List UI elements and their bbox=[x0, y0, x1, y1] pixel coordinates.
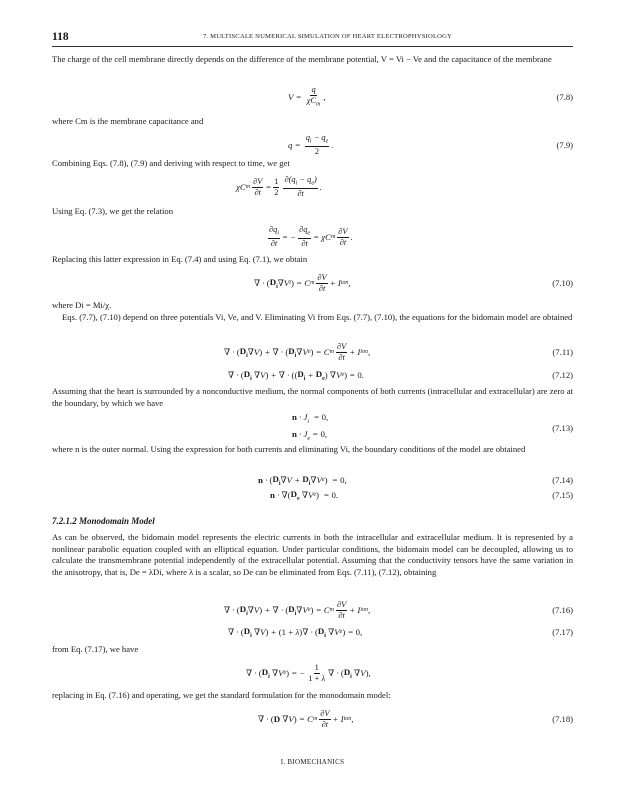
page-header bbox=[52, 30, 573, 47]
page-footer: I. BIOMECHANICS bbox=[280, 758, 345, 766]
equation-7-12: ∇ · ( $D_i$ ∇ V ) + ∇ · (( $D_i$ + $D_e$ ) ∇ V e ) = 0 . (7.12) bbox=[228, 368, 573, 382]
equation-number: (7.14) bbox=[552, 475, 573, 485]
equation-number: (7.10) bbox=[552, 278, 573, 288]
equation-number: (7.16) bbox=[552, 605, 573, 615]
paragraph-6: where Di = Mi/χ. bbox=[52, 300, 112, 310]
equation-elimination: ∇ · ( $D_i$ ∇ V e ) = − $\frac{1}{1 + \lambda}$ ∇ · ( $D_i$ ∇ V ) , bbox=[246, 662, 371, 683]
equation-number: (7.18) bbox=[552, 714, 573, 724]
equation-7-16: ∇ · ( $D_i$ ∇ V ) + ∇ · ( $D_i$ ∇ V e ) = C m $\frac{\partial V}{\partial t}$ + I ion , (7.16) bbox=[224, 599, 573, 620]
running-head: 7. MULTISCALE NUMERICAL SIMULATION OF HEART ELECTROPHYSIOLOGY bbox=[202, 33, 453, 40]
paragraph-4: Using Eq. (7.3), we get the relation bbox=[52, 206, 173, 216]
equation-7-10: ∇ · ( $D_i$ ∇ V i ) = C m $\frac{\partial V}{\partial t}$ + I ion , (7.10) bbox=[254, 272, 573, 293]
equation-number: (7.11) bbox=[552, 347, 573, 357]
equation-charge-derivative: χC m $\frac{\partial V}{\partial t}$ = $\frac{1}{2}$ $\frac{\partial(q_i - q_e)}{\partial t}$ . bbox=[236, 174, 322, 199]
page bbox=[52, 30, 573, 780]
paragraph-7: Eqs. (7.7), (7.10) depend on three potentials Vi, Ve, and V. Eliminating Vi from Eqs. (7.7), (7.10), the equations for the bidomain model are obtained bbox=[62, 312, 573, 322]
equation-7-8: V = $\frac{q}{\chi C_m}$ , (7.8) bbox=[288, 84, 573, 108]
equation-number: (7.17) bbox=[552, 627, 573, 637]
equation-number: (7.9) bbox=[556, 140, 573, 150]
paragraph-9: where n is the outer normal. Using the expression for both currents and eliminating Vi, the boundary conditions of the model are obtained bbox=[52, 444, 526, 454]
equation-number: (7.15) bbox=[552, 490, 573, 500]
paragraph-11: from Eq. (7.17), we have bbox=[52, 644, 139, 654]
paragraph-3: Combining Eqs. (7.8), (7.9) and deriving with respect to time, we get bbox=[52, 158, 290, 168]
paragraph-5: Replacing this latter expression in Eq. (7.4) and using Eq. (7.1), we obtain bbox=[52, 254, 308, 264]
paragraph-12: replacing in Eq. (7.16) and operating, we get the standard formulation for the monodomain model: bbox=[52, 690, 391, 700]
equation-7-13: $n \cdot J_i = 0$, $n \cdot J_e = 0$, (7.13) bbox=[292, 412, 573, 442]
equation-number: (7.8) bbox=[556, 92, 573, 102]
paragraph-8: Assuming that the heart is surrounded by a nonconductive medium, the normal components of both currents (intracellular and extracellular) are zero at the boundary, by which we have bbox=[52, 386, 573, 408]
equation-number: (7.13) bbox=[552, 423, 573, 433]
equation-number: (7.12) bbox=[552, 370, 573, 380]
equation-7-9: q = $\frac{q_i - q_e}{2}$ . (7.9) bbox=[288, 132, 573, 157]
equation-7-18: ∇ · ( D ∇ V ) = C m $\frac{\partial V}{\partial t}$ + I ion , (7.18) bbox=[258, 708, 573, 729]
paragraph-2: where Cm is the membrane capacitance and bbox=[52, 116, 204, 126]
paragraph-10: As can be observed, the bidomain model represents the electric currents in both the intracellular and extracellular medium. It is represented by a nonlinear parabolic equation coupled with an elliptical equation. Under particular conditions, the bidomain model can be decoupled, allowing us to calculate the transmembrane potential independently of the extracellular potential. Assuming that the conductivity tensors have the same variation in the anisotropy, that is, De = λDi, where λ is a scalar, so De can be eliminated from Eqs. (7.11), (7.12), obtaining bbox=[52, 532, 573, 577]
equation-7-17: ∇ · ( $D_i$ ∇ V ) + (1 + λ ) ∇ · ( $D_i$ ∇ V e ) = 0 , (7.17) bbox=[228, 625, 573, 639]
section-heading: 7.2.1.2 Monodomain Model bbox=[52, 516, 155, 526]
equation-7-15: n · ∇ ( $D_e$ ∇ V e ) = 0 . (7.15) bbox=[270, 488, 573, 502]
equation-relation: $\frac{\partial q_i}{\partial t}$ = − $\frac{\partial q_e}{\partial t}$ = χC m $\frac{\partial V}{\partial t}$ . bbox=[269, 224, 353, 249]
equation-7-11: ∇ · ( $D_i$ ∇ V ) + ∇ · ( $D_i$ ∇ V e ) = C m $\frac{\partial V}{\partial t}$ + I ion , (7.11) bbox=[224, 341, 573, 362]
paragraph-1: The charge of the cell membrane directly depends on the difference of the membrane potential, V = Vi − Ve and the capacitance of the membrane bbox=[52, 54, 552, 64]
equation-7-14: n · ( $D_i$ ∇ V + $D_i$ ∇ V e ) = 0 , (7.14) bbox=[258, 473, 573, 487]
page-number: 118 bbox=[52, 31, 69, 43]
